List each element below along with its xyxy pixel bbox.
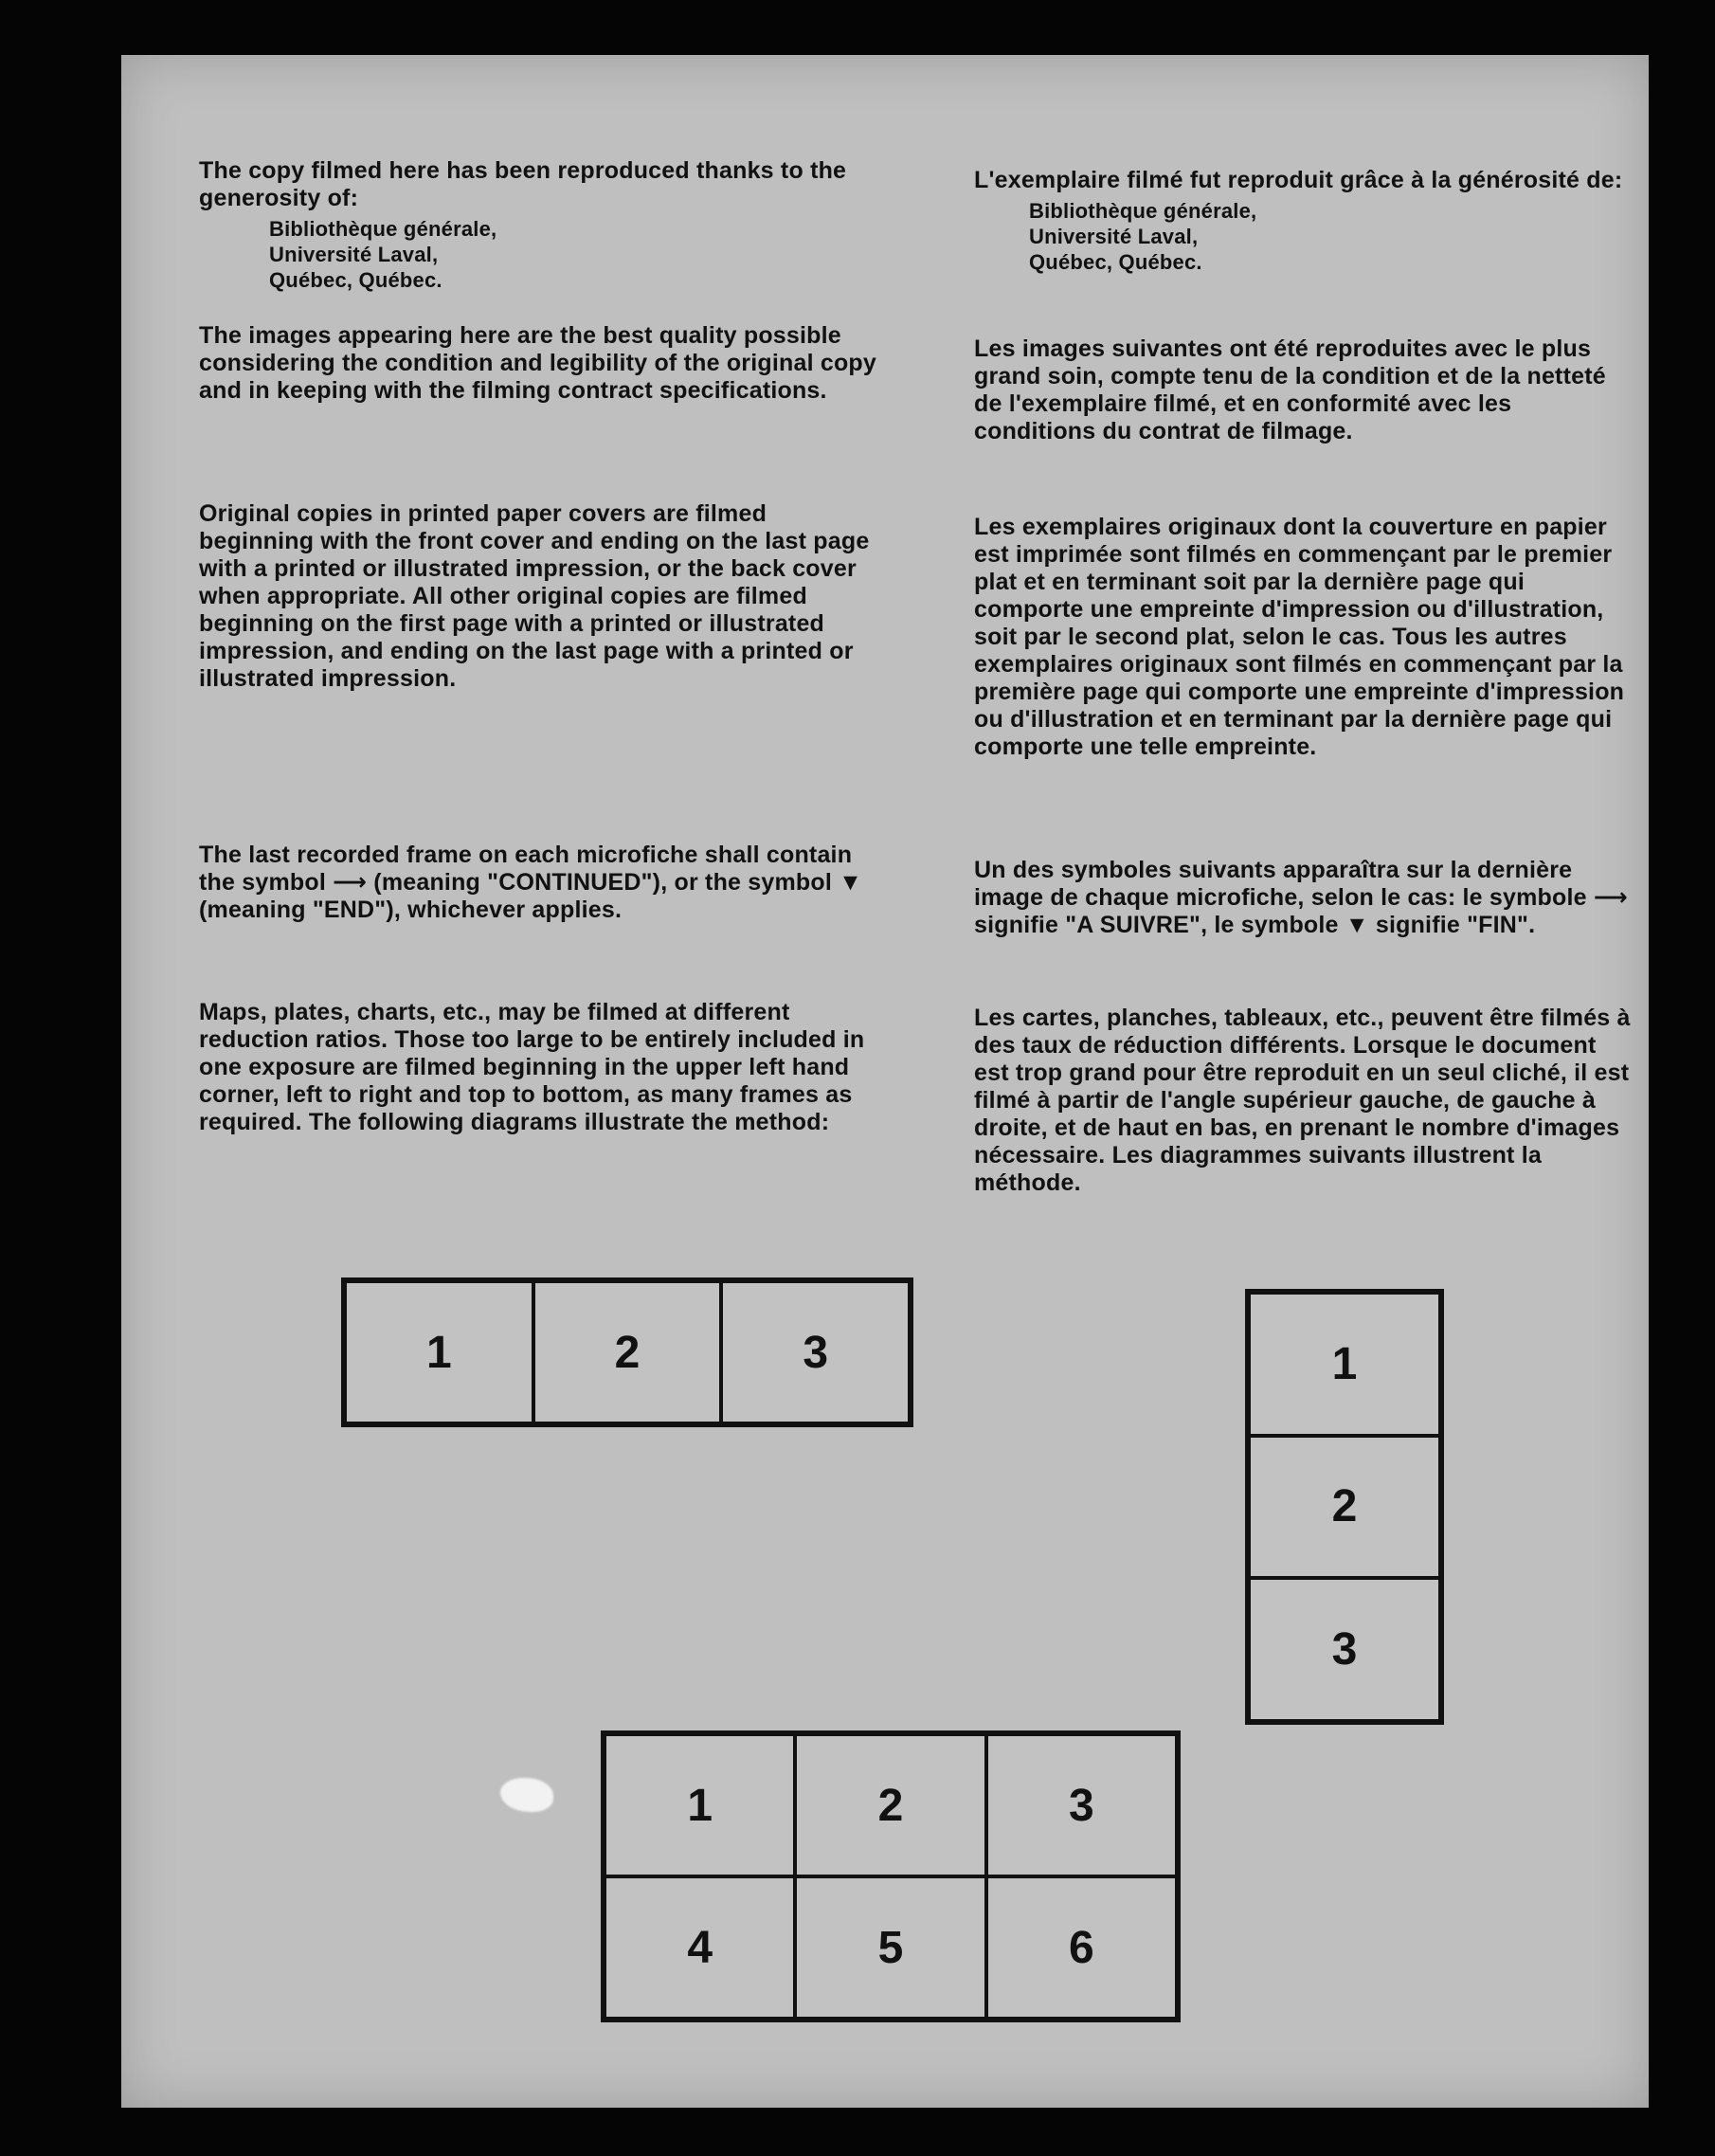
frame-cell: 2 xyxy=(795,1734,985,1876)
right-address xyxy=(974,198,1637,275)
left-notice-1 xyxy=(199,157,881,293)
left-last-frame: The last recorded frame on each microfiche shall contain the symbol ⟶ (meaning "CONTINUED"), or the symbol ▼ (meaning "END"), whichever applies. xyxy=(199,842,863,923)
left-copy-thanks: The copy filmed here has been reproduced thanks to the generosity of: xyxy=(199,157,847,211)
paper-blemish xyxy=(500,1778,553,1812)
right-address-line: Bibliothèque générale, xyxy=(1029,199,1257,223)
frame-cell: 4 xyxy=(605,1876,795,2019)
right-maps-plates: Les cartes, planches, tableaux, etc., peuvent être filmés à des taux de réduction différents. Lorsque le document est trop grand pour être reproduit en un seul cliché, il est filmé à partir de l'angle supérieur gauche, de gauche à droite, et de haut en bas, en prenant le nombre d'images nécessaire. Les diagrammes suivants illustrent la méthode. xyxy=(974,1005,1631,1196)
frame-cell: 5 xyxy=(795,1876,985,2019)
right-last-frame: Un des symboles suivants apparaîtra sur la dernière image de chaque microfiche, selon le cas: le symbole ⟶ signifie "A SUIVRE", le symbole ▼ signifie "FIN". xyxy=(974,857,1628,938)
frame-cell: 1 xyxy=(1249,1293,1440,1436)
left-address-line: Bibliothèque générale, xyxy=(269,217,497,241)
frame-cell: 3 xyxy=(986,1734,1177,1876)
left-address-line: Université Laval, xyxy=(269,243,439,266)
right-copy-thanks: L'exemplaire filmé fut reproduit grâce à la générosité de: xyxy=(974,167,1623,193)
left-maps-plates: Maps, plates, charts, etc., may be filmed at different reduction ratios. Those too large to be entirely included in one exposure are filmed beginning in the upper left hand corner, left to right and top to bottom, as many frames as required. The following diagrams illustrate the method: xyxy=(199,999,865,1135)
right-notice-1 xyxy=(974,167,1637,275)
left-image-quality: The images appearing here are the best quality possible considering the condition and legibility of the original copy and in keeping with the filming contract specifications. xyxy=(199,322,877,404)
left-original-copies: Original copies in printed paper covers are filmed beginning with the front cover and ending on the last page with a printed or illustrated impression, or the back cover when appropriate. All other original copies are filmed beginning on the first page with a printed or illustrated impression, and ending on the last page with a printed or illustrated impression. xyxy=(199,500,870,692)
right-image-quality: Les images suivantes ont été reproduites avec le plus grand soin, compte tenu de la condition et de la netteté de l'exemplaire filmé, et en conformité avec les conditions du contrat de filmage. xyxy=(974,335,1606,444)
left-address-line: Québec, Québec. xyxy=(269,268,442,292)
frame-cell: 3 xyxy=(721,1281,910,1423)
frame-cell: 3 xyxy=(1249,1578,1440,1721)
right-original-copies: Les exemplaires originaux dont la couverture en papier est imprimée sont filmés en commençant par le premier plat et en terminant soit par la dernière page qui comporte une empreinte d'impression ou d'illustration, soit par le second plat, selon le cas. Tous les autres exemplaires originaux sont filmés en commençant par la première page qui comporte une empreinte d'impression ou d'illustration et en terminant par la dernière page qui comporte une telle empreinte. xyxy=(974,514,1625,760)
right-address-line: Québec, Québec. xyxy=(1029,250,1202,274)
frame-cell: 1 xyxy=(345,1281,533,1423)
diagram-row-of-three xyxy=(341,1277,913,1427)
diagram-grid-of-six xyxy=(601,1730,1181,2022)
diagram-column-of-three xyxy=(1245,1289,1444,1725)
frame-cell: 2 xyxy=(533,1281,722,1423)
frame-cell: 2 xyxy=(1249,1436,1440,1579)
frame-cell: 6 xyxy=(986,1876,1177,2019)
left-address xyxy=(199,216,881,293)
filmed-page xyxy=(121,55,1649,2108)
right-address-line: Université Laval, xyxy=(1029,225,1199,248)
frame-cell: 1 xyxy=(605,1734,795,1876)
